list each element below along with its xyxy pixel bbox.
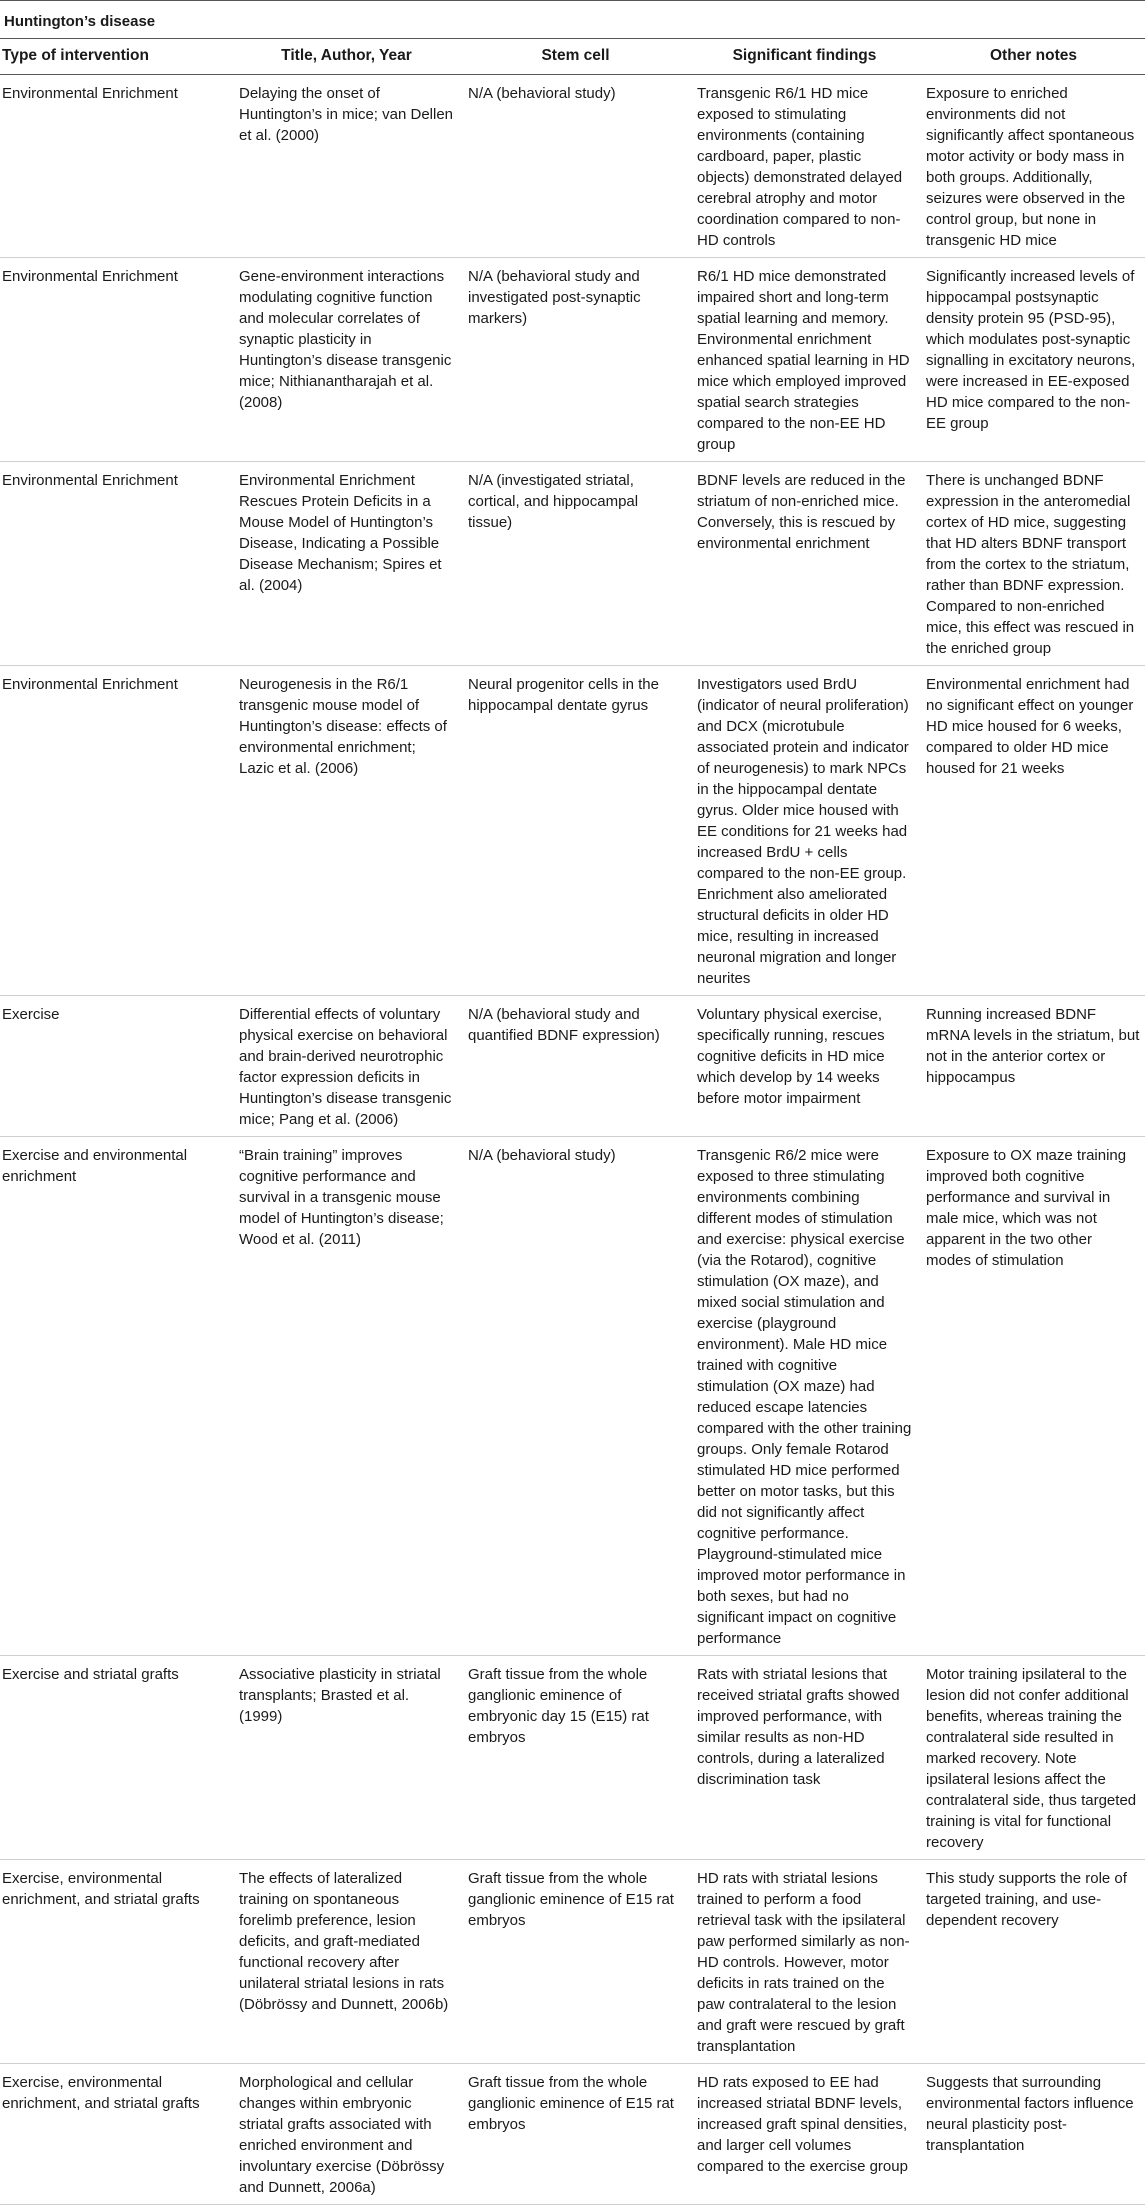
cell-notes: This study supports the role of targeted training, and use-dependent recovery (916, 1860, 1145, 2064)
cell-findings: Rats with striatal lesions that received striatal grafts showed improved performance, with similar results as non-HD controls, during a lateralized discrimination task (687, 1656, 916, 1860)
column-header-findings: Significant findings (687, 39, 916, 75)
cell-intervention: Environmental Enrichment (0, 258, 229, 462)
cell-stem-cell: Graft tissue from the whole ganglionic eminence of E15 rat embryos (458, 1860, 687, 2064)
cell-findings: Transgenic R6/2 mice were exposed to three stimulating environments combining different modes of stimulation and exercise: physical exercise (via the Rotarod), cognitive stimulation (OX maze), and mixed social stimulation and exercise (playground environment). Male HD mice trained with cognitive stimulation (OX maze) had reduced escape latencies compared with the other training groups. Only female Rotarod stimulated HD mice performed better on motor tasks, but this did not significantly affect cognitive performance. Playground-stimulated mice improved motor performance in both sexes, but had no significant impact on cognitive performance (687, 1137, 916, 1656)
cell-findings: Transgenic R6/1 HD mice exposed to stimulating environments (containing cardboard, paper, plastic objects) demonstrated delayed cerebral atrophy and motor coordination compared to non-HD controls (687, 75, 916, 258)
cell-stem-cell: Graft tissue from the whole ganglionic eminence of E15 rat embryos (458, 2064, 687, 2205)
cell-intervention: Exercise (0, 996, 229, 1137)
cell-notes: Suggests that surrounding environmental factors influence neural plasticity post-transplantation (916, 2064, 1145, 2205)
column-header-type: Type of intervention (0, 39, 229, 75)
table-row (0, 666, 1145, 996)
cell-intervention: Environmental Enrichment (0, 462, 229, 666)
cell-notes: Significantly increased levels of hippocampal postsynaptic density protein 95 (PSD-95), which modulates post-synaptic signalling in excitatory neurons, were increased in EE-exposed HD mice compared to the non-EE group (916, 258, 1145, 462)
cell-stem-cell: Neural progenitor cells in the hippocampal dentate gyrus (458, 666, 687, 996)
cell-stem-cell: N/A (behavioral study and quantified BDNF expression) (458, 996, 687, 1137)
cell-title: Gene-environment interactions modulating cognitive function and molecular correlates of synaptic plasticity in Huntington’s disease transgenic mice; Nithianantharajah et al. (2008) (229, 258, 458, 462)
cell-findings: Voluntary physical exercise, specifically running, rescues cognitive deficits in HD mice which develop by 14 weeks before motor impairment (687, 996, 916, 1137)
column-header-row (0, 39, 1145, 75)
cell-stem-cell: N/A (investigated striatal, cortical, and hippocampal tissue) (458, 462, 687, 666)
cell-stem-cell: Graft tissue from the whole ganglionic eminence of embryonic day 15 (E15) rat embryos (458, 1656, 687, 1860)
column-header-stem-cell: Stem cell (458, 39, 687, 75)
section-title: Huntington’s disease (0, 1, 1145, 39)
table-row (0, 2064, 1145, 2205)
cell-findings: BDNF levels are reduced in the striatum of non-enriched mice. Conversely, this is rescued by environmental enrichment (687, 462, 916, 666)
cell-title: “Brain training” improves cognitive performance and survival in a transgenic mouse model of Huntington’s disease; Wood et al. (2011) (229, 1137, 458, 1656)
cell-findings: HD rats exposed to EE had increased striatal BDNF levels, increased graft spinal densities, and larger cell volumes compared to the exercise group (687, 2064, 916, 2205)
cell-findings: Investigators used BrdU (indicator of neural proliferation) and DCX (microtubule associated protein and indicator of neurogenesis) to mark NPCs in the hippocampal dentate gyrus. Older mice housed with EE conditions for 21 weeks had increased BrdU + cells compared to the non-EE group. Enrichment also ameliorated structural deficits in older HD mice, resulting in increased neuronal migration and longer neurites (687, 666, 916, 996)
table-row (0, 1656, 1145, 1860)
section-header-row (0, 1, 1145, 39)
cell-title: The effects of lateralized training on spontaneous forelimb preference, lesion deficits, and graft-mediated functional recovery after unilateral striatal lesions in rats (Döbrössy and Dunnett, 2006b) (229, 1860, 458, 2064)
cell-title: Morphological and cellular changes within embryonic striatal grafts associated with enriched environment and involuntary exercise (Döbrössy and Dunnett, 2006a) (229, 2064, 458, 2205)
cell-intervention: Exercise and environmental enrichment (0, 1137, 229, 1656)
column-header-notes: Other notes (916, 39, 1145, 75)
cell-intervention: Exercise, environmental enrichment, and striatal grafts (0, 2064, 229, 2205)
cell-findings: HD rats with striatal lesions trained to perform a food retrieval task with the ipsilateral paw performed similarly as non-HD controls. However, motor deficits in rats trained on the paw contralateral to the lesion and graft were rescued by graft transplantation (687, 1860, 916, 2064)
cell-title: Differential effects of voluntary physical exercise on behavioral and brain-derived neurotrophic factor expression deficits in Huntington’s disease transgenic mice; Pang et al. (2006) (229, 996, 458, 1137)
table-row (0, 462, 1145, 666)
cell-stem-cell: N/A (behavioral study and investigated post-synaptic markers) (458, 258, 687, 462)
cell-title: Environmental Enrichment Rescues Protein Deficits in a Mouse Model of Huntington’s Disease, Indicating a Possible Disease Mechanism; Spires et al. (2004) (229, 462, 458, 666)
table-row (0, 996, 1145, 1137)
cell-notes: Exposure to OX maze training improved both cognitive performance and survival in male mice, which was not apparent in the two other modes of stimulation (916, 1137, 1145, 1656)
cell-notes: Environmental enrichment had no significant effect on younger HD mice housed for 6 weeks, compared to older HD mice housed for 21 weeks (916, 666, 1145, 996)
table-row (0, 75, 1145, 258)
cell-stem-cell: N/A (behavioral study) (458, 75, 687, 258)
table-row (0, 1137, 1145, 1656)
cell-notes: Exposure to enriched environments did not significantly affect spontaneous motor activity or body mass in both groups. Additionally, seizures were observed in the control group, but none in transgenic HD mice (916, 75, 1145, 258)
cell-intervention: Environmental Enrichment (0, 75, 229, 258)
column-header-title: Title, Author, Year (229, 39, 458, 75)
cell-intervention: Environmental Enrichment (0, 666, 229, 996)
cell-title: Associative plasticity in striatal transplants; Brasted et al. (1999) (229, 1656, 458, 1860)
cell-title: Delaying the onset of Huntington’s in mice; van Dellen et al. (2000) (229, 75, 458, 258)
cell-notes: There is unchanged BDNF expression in the anteromedial cortex of HD mice, suggesting that HD alters BDNF transport from the cortex to the striatum, rather than BDNF expression. Compared to non-enriched mice, this effect was rescued in the enriched group (916, 462, 1145, 666)
cell-intervention: Exercise and striatal grafts (0, 1656, 229, 1860)
cell-title: Neurogenesis in the R6/1 transgenic mouse model of Huntington’s disease: effects of environmental enrichment; Lazic et al. (2006) (229, 666, 458, 996)
cell-notes: Running increased BDNF mRNA levels in the striatum, but not in the anterior cortex or hippocampus (916, 996, 1145, 1137)
cell-notes: Motor training ipsilateral to the lesion did not confer additional benefits, whereas training the contralateral side resulted in marked recovery. Note ipsilateral lesions affect the contralateral side, thus targeted training is vital for functional recovery (916, 1656, 1145, 1860)
cell-findings: R6/1 HD mice demonstrated impaired short and long-term spatial learning and memory. Environmental enrichment enhanced spatial learning in HD mice which employed improved spatial search strategies compared to the non-EE HD group (687, 258, 916, 462)
cell-stem-cell: N/A (behavioral study) (458, 1137, 687, 1656)
cell-intervention: Exercise, environmental enrichment, and striatal grafts (0, 1860, 229, 2064)
table-row (0, 1860, 1145, 2064)
table-row (0, 258, 1145, 462)
